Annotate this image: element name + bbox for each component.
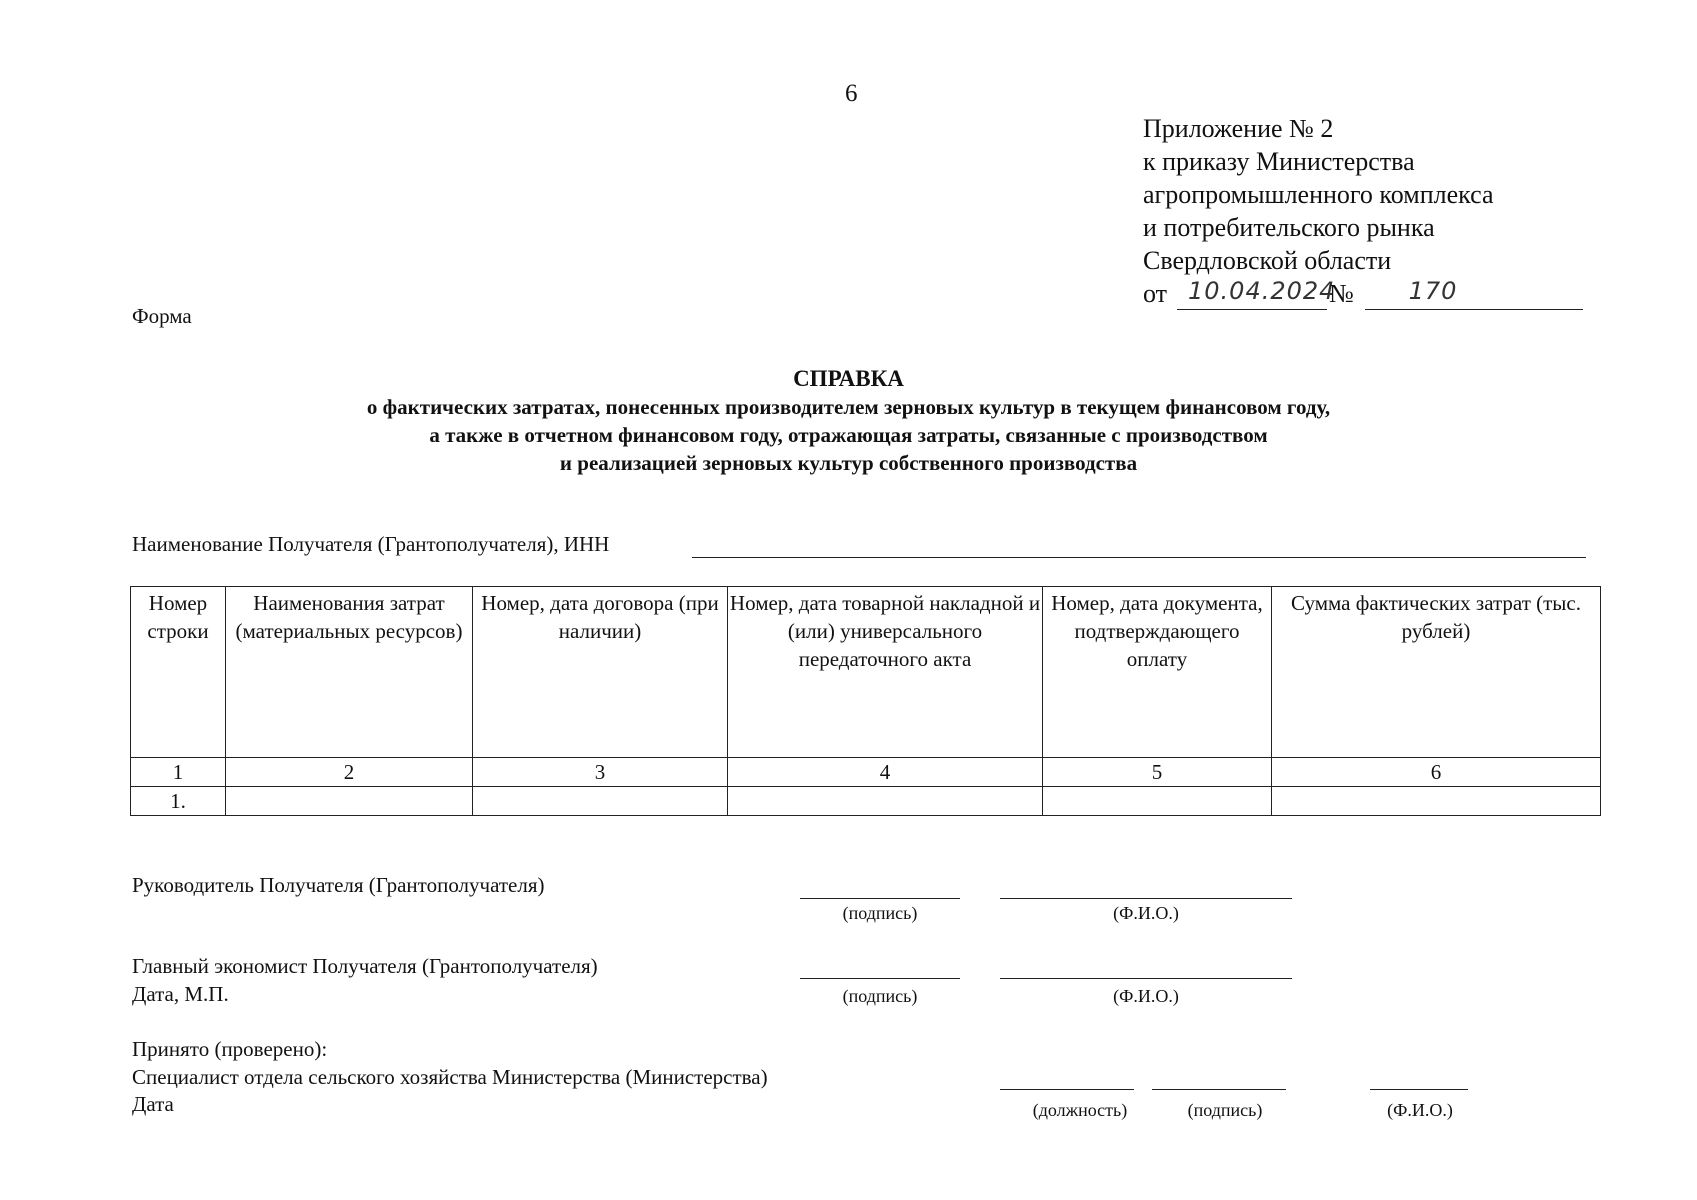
payment-doc-cell[interactable] <box>1043 787 1272 816</box>
specialist-position-line[interactable] <box>1000 1089 1134 1090</box>
number-label: № <box>1329 279 1354 308</box>
date-underline <box>1177 309 1327 310</box>
subtitle-line: о фактических затратах, понесенных производителем зерновых культур в текущем финансовом году, <box>366 395 1331 419</box>
table-row <box>131 787 1601 816</box>
column-number: 1 <box>131 758 226 787</box>
from-label: от <box>1143 279 1168 308</box>
number-underline <box>1365 309 1583 310</box>
appendix-line: Приложение № 2 <box>1143 114 1334 143</box>
row-number-cell: 1. <box>131 787 226 816</box>
table-header-row <box>131 587 1601 758</box>
document-title: СПРАВКА <box>793 366 904 391</box>
contract-cell[interactable] <box>473 787 728 816</box>
appendix-line: к приказу Министерства <box>1143 147 1415 176</box>
appendix-line: и потребительского рынка <box>1143 213 1435 242</box>
appendix-line: Свердловской области <box>1143 246 1392 275</box>
column-header: Номер, дата договора (при наличии) <box>473 587 728 758</box>
column-header: Номер строки <box>131 587 226 758</box>
appendix-line: агропромышленного комплекса <box>1143 180 1494 209</box>
recipient-inn-field[interactable] <box>692 557 1586 558</box>
order-date-value: 10.04.2024 <box>1188 277 1336 305</box>
order-date-line <box>1143 277 1494 310</box>
specialist-signature-line[interactable] <box>1152 1089 1286 1090</box>
appendix-block <box>1143 112 1494 310</box>
signature-caption: (подпись) <box>842 903 918 923</box>
specialist-fio-line[interactable] <box>1370 1089 1468 1090</box>
head-fio-line[interactable] <box>1000 898 1292 899</box>
column-number: 6 <box>1272 758 1601 787</box>
invoice-cell[interactable] <box>728 787 1043 816</box>
column-number: 3 <box>473 758 728 787</box>
fio-caption: (Ф.И.О.) <box>1387 1100 1453 1120</box>
date-mp-label: Дата, М.П. <box>132 982 229 1006</box>
column-header: Наименования затрат (материальных ресурсов) <box>226 587 473 758</box>
column-header: Сумма фактических затрат (тыс. рублей) <box>1272 587 1601 758</box>
column-header: Номер, дата документа, подтверждающего оплату <box>1043 587 1272 758</box>
economist-fio-line[interactable] <box>1000 978 1292 979</box>
column-number-row <box>131 758 1601 787</box>
page-number: 6 <box>845 80 858 107</box>
recipient-label: Наименование Получателя (Грантополучателя), ИНН <box>132 532 610 556</box>
fio-caption: (Ф.И.О.) <box>1113 903 1179 923</box>
fio-caption: (Ф.И.О.) <box>1113 986 1179 1006</box>
costs-table <box>130 586 1601 816</box>
accepted-label: Принято (проверено): <box>132 1037 328 1061</box>
head-label: Руководитель Получателя (Грантополучателя) <box>132 873 545 897</box>
specialist-label: Специалист отдела сельского хозяйства Министерства (Министерства) <box>132 1065 768 1089</box>
signature-caption: (подпись) <box>1187 1100 1263 1120</box>
economist-label: Главный экономист Получателя (Грантополучателя) <box>132 954 598 978</box>
date-label: Дата <box>132 1092 174 1116</box>
position-caption: (должность) <box>1032 1100 1128 1120</box>
economist-signature-line[interactable] <box>800 978 960 979</box>
signature-caption: (подпись) <box>842 986 918 1006</box>
amount-cell[interactable] <box>1272 787 1601 816</box>
form-label: Форма <box>132 304 192 328</box>
column-number: 2 <box>226 758 473 787</box>
head-signature-line[interactable] <box>800 898 960 899</box>
column-number: 5 <box>1043 758 1272 787</box>
column-number: 4 <box>728 758 1043 787</box>
cost-name-cell[interactable] <box>226 787 473 816</box>
order-number-value: 170 <box>1408 277 1458 305</box>
column-header: Номер, дата товарной накладной и (или) универсального передаточного акта <box>728 587 1043 758</box>
subtitle-line: а также в отчетном финансовом году, отражающая затраты, связанные с производством <box>429 423 1268 447</box>
subtitle-line: и реализацией зерновых культур собственного производства <box>559 451 1138 475</box>
